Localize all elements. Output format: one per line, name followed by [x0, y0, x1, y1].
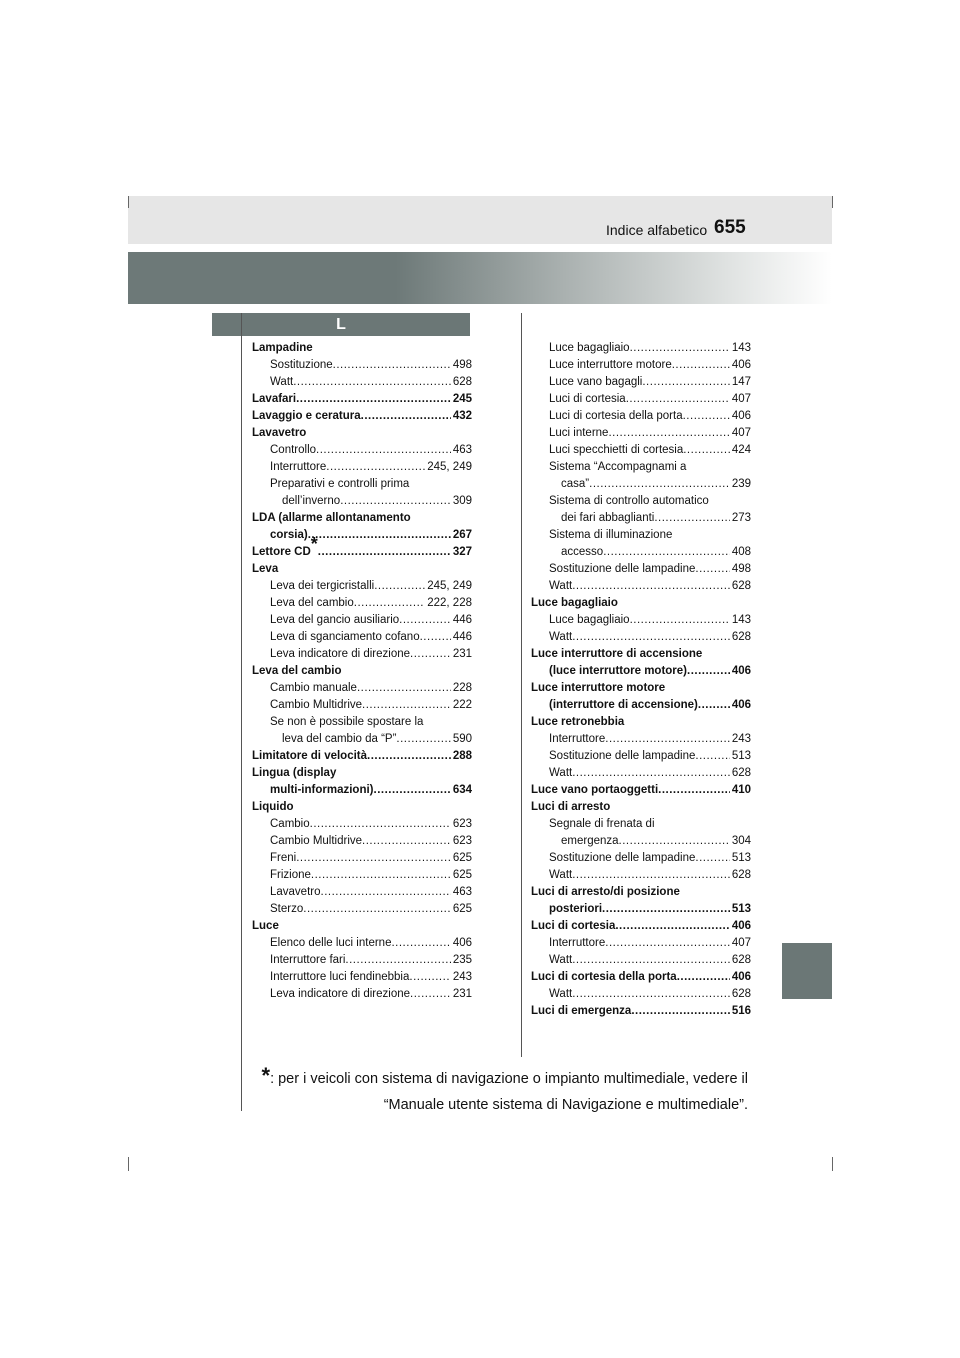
page-reference: 446	[452, 631, 472, 643]
index-heading: Luce interruttore di accensione	[531, 648, 703, 660]
leader-dots	[658, 782, 730, 799]
entry-text: Watt	[270, 376, 294, 388]
page-reference: 628	[731, 631, 751, 643]
header-title: Indice alfabetico	[606, 222, 708, 238]
leader-dots	[698, 697, 730, 714]
index-heading	[531, 697, 751, 714]
index-entry	[252, 867, 472, 884]
entry-text: multi-informazioni)	[270, 784, 374, 796]
index-entry	[531, 731, 751, 748]
page-reference: 634	[452, 784, 472, 796]
leader-dots	[410, 986, 451, 1003]
page-reference: 222	[452, 699, 472, 711]
index-column-left	[252, 340, 472, 1003]
leader-dots	[321, 884, 451, 901]
index-entry	[531, 408, 751, 425]
page-reference: 143	[731, 614, 751, 626]
index-heading: Lingua (display	[252, 767, 337, 779]
index-entry	[531, 578, 751, 595]
entry-text: posteriori	[549, 903, 603, 915]
index-entry	[252, 833, 472, 850]
crop-mark	[128, 196, 129, 208]
index-heading	[531, 663, 751, 680]
index-entry	[531, 986, 751, 1003]
footnote	[248, 1063, 748, 1118]
leader-dots	[572, 867, 730, 884]
index-heading: Lavavetro	[252, 427, 307, 439]
page-reference: 235	[452, 954, 472, 966]
entry-text: (luce interruttore motore)	[549, 665, 688, 677]
page-reference: 407	[731, 937, 751, 949]
footnote-marker: *	[261, 1063, 271, 1088]
entry-text: Leva indicatore di direzione	[270, 648, 411, 660]
page-reference: 406	[731, 359, 751, 371]
index-entry	[252, 935, 472, 952]
page-reference: 625	[452, 903, 472, 915]
index-heading	[531, 1003, 751, 1020]
index-entry	[531, 867, 751, 884]
entry-text: Luce bagagliaio	[549, 342, 630, 354]
page-reference: 243	[731, 733, 751, 745]
page-reference: 408	[731, 546, 751, 558]
entry-text: Lavaggio e ceratura	[252, 410, 361, 422]
leader-dots	[410, 646, 451, 663]
leader-dots	[695, 561, 729, 578]
leader-dots	[409, 969, 450, 986]
leader-dots	[340, 493, 451, 510]
entry-text: Luci di cortesia della porta	[549, 410, 683, 422]
index-heading	[252, 408, 472, 425]
entry-text: Luci interne	[549, 427, 609, 439]
entry-text: Sostituzione	[270, 359, 333, 371]
index-entry	[531, 544, 751, 561]
index-entry	[252, 646, 472, 663]
index-entry	[252, 884, 472, 901]
page-reference: 304	[731, 835, 751, 847]
index-entry	[531, 833, 751, 850]
page-reference: 628	[731, 767, 751, 779]
index-entry: Segnale di frenata di	[549, 818, 655, 830]
index-entry	[531, 374, 751, 391]
index-entry	[252, 595, 472, 612]
leader-dots	[326, 459, 425, 476]
page-reference: 513	[731, 750, 751, 762]
page-reference: 243	[452, 971, 472, 983]
page-reference: 590	[452, 733, 472, 745]
page-reference: 623	[452, 835, 472, 847]
leader-dots	[572, 578, 730, 595]
index-entry	[252, 952, 472, 969]
index-entry	[531, 935, 751, 952]
index-entry	[252, 374, 472, 391]
entry-text: Watt	[549, 631, 573, 643]
crop-mark	[832, 1157, 833, 1171]
page-reference: 231	[452, 648, 472, 660]
leader-dots	[683, 442, 730, 459]
index-entry	[252, 578, 472, 595]
index-entry	[252, 442, 472, 459]
index-entry: Preparativi e controlli prima	[270, 478, 410, 490]
crop-mark	[832, 196, 833, 208]
page-reference: 407	[731, 427, 751, 439]
index-entry	[252, 629, 472, 646]
leader-dots	[420, 629, 451, 646]
leader-dots	[362, 697, 451, 714]
index-heading: Luce	[252, 920, 279, 932]
leader-dots	[619, 833, 730, 850]
page-reference: 406	[731, 920, 751, 932]
page-reference: 309	[452, 495, 472, 507]
index-column-right	[531, 340, 751, 1020]
entry-text: Interruttore	[549, 937, 606, 949]
leader-dots	[615, 918, 729, 935]
decorative-band	[128, 252, 832, 304]
page-reference: 628	[731, 580, 751, 592]
page-reference: 245	[452, 393, 472, 405]
index-entry	[531, 425, 751, 442]
page-reference: 446	[452, 614, 472, 626]
page-reference: 239	[731, 478, 751, 490]
entry-text: Luci di cortesia	[549, 393, 626, 405]
index-entry	[531, 765, 751, 782]
index-entry	[252, 969, 472, 986]
page-reference: 406	[731, 410, 751, 422]
index-entry	[531, 952, 751, 969]
index-heading	[252, 391, 472, 408]
page-reference: 463	[452, 444, 472, 456]
page-reference: 623	[452, 818, 472, 830]
leader-dots	[311, 867, 451, 884]
index-heading	[252, 527, 472, 544]
entry-text: Watt	[549, 954, 573, 966]
page-reference: 267	[452, 529, 472, 541]
entry-text: Watt	[549, 580, 573, 592]
index-entry	[252, 680, 472, 697]
leader-dots	[642, 374, 729, 391]
index-entry	[531, 510, 751, 527]
index-entry	[252, 493, 472, 510]
leader-dots	[293, 374, 451, 391]
footnote-marker: *	[310, 534, 318, 554]
entry-text: Leva di sganciamento cofano	[270, 631, 420, 643]
page-reference: 498	[731, 563, 751, 575]
index-entry	[531, 391, 751, 408]
page-reference: 222, 228	[427, 597, 472, 609]
section-letter-tab: L	[212, 313, 470, 336]
leader-dots	[602, 901, 730, 918]
index-heading: Lampadine	[252, 342, 313, 354]
index-heading: Luce retronebbia	[531, 716, 625, 728]
entry-text: Watt	[549, 767, 573, 779]
entry-text: Luci di cortesia della porta	[531, 971, 677, 983]
leader-dots	[687, 663, 730, 680]
leader-dots	[374, 578, 425, 595]
index-entry: Sistema di illuminazione	[549, 529, 673, 541]
index-entry	[252, 612, 472, 629]
leader-dots	[345, 952, 450, 969]
leader-dots	[630, 612, 730, 629]
leader-dots	[362, 833, 451, 850]
index-entry	[252, 816, 472, 833]
entry-text: Luce bagagliaio	[549, 614, 630, 626]
leader-dots	[572, 629, 730, 646]
entry-text: Luci di emergenza	[531, 1005, 632, 1017]
index-entry	[252, 986, 472, 1003]
index-entry	[531, 340, 751, 357]
index-entry: Sistema “Accompagnami a	[549, 461, 687, 473]
entry-text: leva del cambio da “P”	[282, 733, 397, 745]
leader-dots	[605, 731, 730, 748]
entry-text: Cambio Multidrive	[270, 699, 363, 711]
entry-text: Luce vano bagagli	[549, 376, 643, 388]
index-heading: Luce interruttore motore	[531, 682, 666, 694]
leader-dots	[631, 1003, 729, 1020]
page-reference: 463	[452, 886, 472, 898]
entry-text: Interruttore	[270, 461, 327, 473]
leader-dots	[391, 935, 450, 952]
page-reference: 625	[452, 852, 472, 864]
leader-dots	[333, 357, 451, 374]
entry-text: Cambio Multidrive	[270, 835, 363, 847]
page-reference: 406	[731, 971, 751, 983]
page-reference: 432	[452, 410, 472, 422]
index-heading: Leva	[252, 563, 279, 575]
leader-dots	[672, 357, 730, 374]
entry-text: Cambio manuale	[270, 682, 357, 694]
index-entry: Se non è possibile spostare la	[270, 716, 424, 728]
index-entry	[531, 442, 751, 459]
entry-text: Lavavetro	[270, 886, 321, 898]
entry-text: Frizione	[270, 869, 311, 881]
page-reference: 143	[731, 342, 751, 354]
entry-text: Cambio	[270, 818, 310, 830]
index-entry	[531, 561, 751, 578]
index-heading	[531, 918, 751, 935]
leader-dots	[589, 476, 730, 493]
page-reference: 228	[452, 682, 472, 694]
page-reference: 628	[731, 988, 751, 1000]
page-number: 655	[714, 217, 746, 238]
index-entry	[531, 748, 751, 765]
leader-dots	[361, 408, 451, 425]
leader-dots	[316, 442, 451, 459]
leader-dots	[695, 748, 729, 765]
entry-text: dell’inverno	[282, 495, 341, 507]
entry-text: Luci di cortesia	[531, 920, 616, 932]
page-reference: 424	[731, 444, 751, 456]
entry-text: Elenco delle luci interne	[270, 937, 392, 949]
entry-text: Leva indicatore di direzione	[270, 988, 411, 1000]
index-heading: Luci di arresto/di posizione	[531, 886, 680, 898]
thumb-index-tab	[782, 943, 832, 999]
leader-dots	[367, 748, 451, 765]
entry-text: Sostituzione delle lampadine	[549, 563, 696, 575]
leader-dots	[695, 850, 729, 867]
entry-text: dei fari abbaglianti	[561, 512, 655, 524]
page-reference: 406	[731, 665, 751, 677]
index-heading	[531, 901, 751, 918]
index-heading: Liquido	[252, 801, 294, 813]
entry-text: Watt	[549, 988, 573, 1000]
leader-dots	[572, 986, 730, 1003]
entry-text: Lavafari	[252, 393, 297, 405]
entry-text: Luce interruttore motore	[549, 359, 672, 371]
leader-dots	[396, 731, 450, 748]
leader-dots	[626, 391, 730, 408]
leader-dots	[303, 901, 451, 918]
entry-text: Leva del cambio	[270, 597, 354, 609]
page-reference: 327	[452, 546, 472, 558]
entry-text: Interruttore luci fendinebbia	[270, 971, 410, 983]
page-reference: 498	[452, 359, 472, 371]
index-entry	[531, 629, 751, 646]
index-heading: Leva del cambio	[252, 665, 342, 677]
crop-mark	[128, 1157, 129, 1171]
page-reference: 625	[452, 869, 472, 881]
index-heading	[531, 782, 751, 799]
page-reference: 231	[452, 988, 472, 1000]
index-entry	[252, 459, 472, 476]
leader-dots	[654, 510, 729, 527]
page-reference: 406	[731, 699, 751, 711]
entry-text: Freni	[270, 852, 297, 864]
footnote-line-2: “Manuale utente sistema di Navigazione e multimediale”.	[383, 1097, 748, 1113]
leader-dots	[630, 340, 730, 357]
entry-text: Luce vano portaoggetti	[531, 784, 659, 796]
entry-text: Leva del gancio ausiliario	[270, 614, 400, 626]
leader-dots	[683, 408, 730, 425]
leader-dots	[603, 544, 730, 561]
leader-dots	[357, 680, 451, 697]
index-entry	[531, 357, 751, 374]
index-heading	[252, 748, 472, 765]
leader-dots	[605, 935, 730, 952]
column-divider	[521, 313, 522, 1057]
page-reference: 406	[452, 937, 472, 949]
page-reference: 516	[731, 1005, 751, 1017]
index-entry	[252, 850, 472, 867]
leader-dots	[318, 544, 451, 561]
entry-text: (interruttore di accensione)	[549, 699, 698, 711]
entry-text: Sostituzione delle lampadine	[549, 750, 696, 762]
index-entry: Sistema di controllo automatico	[549, 495, 709, 507]
page-reference: 245, 249	[427, 461, 472, 473]
index-entry	[531, 476, 751, 493]
left-rule	[241, 313, 242, 1111]
entry-text: emergenza	[561, 835, 619, 847]
page-reference: 410	[731, 784, 751, 796]
index-heading: Luci di arresto	[531, 801, 611, 813]
leader-dots	[354, 595, 425, 612]
leader-dots	[296, 391, 451, 408]
index-heading	[531, 969, 751, 986]
page-reference: 407	[731, 393, 751, 405]
leader-dots	[572, 765, 730, 782]
leader-dots	[310, 816, 451, 833]
entry-text: casa”	[561, 478, 590, 490]
entry-text: corsia)	[270, 529, 308, 541]
page-reference: 513	[731, 852, 751, 864]
entry-text: accesso	[561, 546, 604, 558]
page-reference: 273	[731, 512, 751, 524]
entry-text: Watt	[549, 869, 573, 881]
page-reference: 628	[452, 376, 472, 388]
leader-dots	[374, 782, 451, 799]
entry-text: Interruttore	[549, 733, 606, 745]
entry-text: Limitatore di velocità	[252, 750, 368, 762]
leader-dots	[572, 952, 730, 969]
entry-text: Sostituzione delle lampadine	[549, 852, 696, 864]
entry-text: Controllo	[270, 444, 317, 456]
page-reference: 628	[731, 869, 751, 881]
page-reference: 288	[452, 750, 472, 762]
index-entry	[252, 697, 472, 714]
entry-text: Lettore CD	[252, 546, 311, 558]
index-heading	[252, 782, 472, 799]
page-reference: 513	[731, 903, 751, 915]
page-reference: 628	[731, 954, 751, 966]
page-reference: 147	[731, 376, 751, 388]
leader-dots	[399, 612, 451, 629]
index-entry	[252, 731, 472, 748]
entry-text: Interruttore fari	[270, 954, 346, 966]
footnote-line-1: : per i veicoli con sistema di navigazione o impianto multimediale, vedere il	[270, 1071, 748, 1087]
index-entry	[531, 612, 751, 629]
index-entry	[252, 357, 472, 374]
index-heading: Luce bagagliaio	[531, 597, 618, 609]
index-entry	[531, 850, 751, 867]
page-reference: 245, 249	[427, 580, 472, 592]
leader-dots	[308, 527, 451, 544]
entry-text: Sterzo	[270, 903, 304, 915]
index-entry	[252, 901, 472, 918]
leader-dots	[677, 969, 730, 986]
leader-dots	[608, 425, 729, 442]
entry-text: Luci specchietti di cortesia	[549, 444, 684, 456]
entry-text: Leva dei tergicristalli	[270, 580, 375, 592]
leader-dots	[296, 850, 451, 867]
index-heading: LDA (allarme allontanamento	[252, 512, 411, 524]
